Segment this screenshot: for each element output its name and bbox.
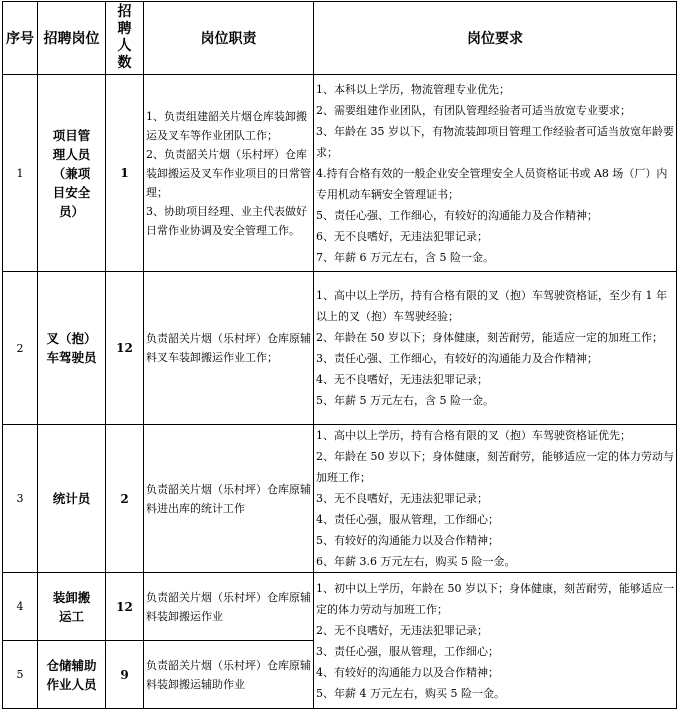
row-number: 3 xyxy=(3,425,38,573)
requirement-cell xyxy=(314,272,677,425)
requirement-line: 3、无不良嗜好，无违法犯罪记录； xyxy=(316,492,488,505)
requirement-line: 5、有较好的沟通能力以及合作精神； xyxy=(316,534,499,547)
row-number: 5 xyxy=(3,641,38,709)
duty-line: 3、协助项目经理、业主代表做好日常作业协调及安全管理工作。 xyxy=(146,204,307,237)
header-no: 序号 xyxy=(3,2,38,75)
requirement-cell xyxy=(314,75,677,272)
duty-cell xyxy=(144,75,314,272)
hire-count: 12 xyxy=(106,272,144,425)
requirement-line: 5、年薪 4 万元左右，购买 5 险一金。 xyxy=(316,686,505,700)
header-post: 招聘岗位 xyxy=(38,2,106,75)
requirement-line: 3、责任心强、工作细心，有较好的沟通能力及合作精神； xyxy=(316,352,598,365)
hire-count: 1 xyxy=(106,75,144,272)
duty-line: 2、负责韶关片烟（乐村坪）仓库装卸搬运及叉车作业项目的日常管理； xyxy=(146,147,311,199)
table-row xyxy=(3,75,677,272)
duty-line: 1、负责组建韶关片烟仓库装卸搬运及叉车等作业团队工作； xyxy=(146,109,307,142)
requirement-line: 6、年薪 3.6 万元左右，购买 5 险一金。 xyxy=(316,555,516,568)
post-name: 装卸搬运工 xyxy=(38,573,106,641)
duty-cell xyxy=(144,425,314,573)
hire-count: 2 xyxy=(106,425,144,573)
requirement-line: 4、有较好的沟通能力以及合作精神； xyxy=(316,665,499,679)
post-name: 项目管理人员（兼项目安全员） xyxy=(38,75,106,272)
header-row xyxy=(3,2,677,75)
duty-line: 负责韶关片烟（乐村坪）仓库原辅料叉车装卸搬运作业工作； xyxy=(146,332,311,364)
requirement-line: 1、初中以上学历，年龄在 50 岁以下；身体健康，刻苦耐劳，能够适应一定的体力劳动与加班工作； xyxy=(316,581,674,616)
duty-line: 负责韶关片烟（乐村坪）仓库原辅料装卸搬运作业 xyxy=(146,590,311,623)
row-number: 2 xyxy=(3,272,38,425)
duty-cell xyxy=(144,641,314,709)
requirement-line: 4.持有合格有效的一般企业安全管理安全人员资格证书或 A8 场（厂）内专用机动车辆安全管理证书； xyxy=(316,166,668,201)
requirement-line: 7、年薪 6 万元左右，含 5 险一金。 xyxy=(316,250,494,264)
duty-cell xyxy=(144,272,314,425)
requirement-line: 2、年龄在 50 岁以下；身体健康，刻苦耐劳，能够适应一定的体力劳动与加班工作； xyxy=(316,450,674,484)
requirement-line: 1、高中以上学历，持有合格有限的叉（抱）车驾驶资格证优先； xyxy=(316,429,631,442)
row-number: 4 xyxy=(3,573,38,641)
hire-count: 9 xyxy=(106,641,144,709)
requirement-line: 1、本科以上学历，物流管理专业优先； xyxy=(316,82,510,96)
post-name: 仓储辅助作业人员 xyxy=(38,641,106,709)
row-number: 1 xyxy=(3,75,38,272)
requirement-line: 1、高中以上学历，持有合格有限的叉（抱）车驾驶资格证，至少有 1 年以上的叉（抱）车驾驶经验； xyxy=(316,289,667,323)
requirement-line: 5、年薪 5 万元左右，含 5 险一金。 xyxy=(316,394,494,407)
requirement-cell xyxy=(314,425,677,573)
table-row xyxy=(3,573,677,641)
duty-line: 负责韶关片烟（乐村坪）仓库原辅料装卸搬运辅助作业 xyxy=(146,658,311,691)
table-row xyxy=(3,272,677,425)
recruitment-table xyxy=(2,1,677,709)
requirement-line: 2、需要组建作业团队，有团队管理经验者可适当放宽专业要求； xyxy=(316,103,631,117)
hire-count: 12 xyxy=(106,573,144,641)
requirement-line: 3、年龄在 35 岁以下，有物流装卸项目管理工作经验者可适当放宽年龄要求； xyxy=(316,124,674,159)
header-req: 岗位要求 xyxy=(314,2,677,75)
table-row xyxy=(3,425,677,573)
header-duty: 岗位职责 xyxy=(144,2,314,75)
duty-line: 负责韶关片烟（乐村坪）仓库原辅料进出库的统计工作 xyxy=(146,482,311,515)
requirement-line: 2、年龄在 50 岁以下；身体健康，刻苦耐劳，能适应一定的加班工作； xyxy=(316,331,663,344)
requirement-cell-shared xyxy=(314,573,677,709)
duty-cell xyxy=(144,573,314,641)
post-name: 统计员 xyxy=(38,425,106,573)
requirement-line: 5、责任心强、工作细心，有较好的沟通能力及合作精神； xyxy=(316,208,598,222)
requirement-line: 4、无不良嗜好，无违法犯罪记录； xyxy=(316,373,488,386)
requirement-line: 3、责任心强，服从管理，工作细心； xyxy=(316,644,499,658)
requirement-line: 2、无不良嗜好，无违法犯罪记录； xyxy=(316,623,488,637)
header-count: 招聘人数 xyxy=(106,2,144,75)
requirement-line: 4、责任心强，服从管理，工作细心； xyxy=(316,513,499,526)
post-name: 叉（抱）车驾驶员 xyxy=(38,272,106,425)
requirement-line: 6、无不良嗜好，无违法犯罪记录； xyxy=(316,229,488,243)
